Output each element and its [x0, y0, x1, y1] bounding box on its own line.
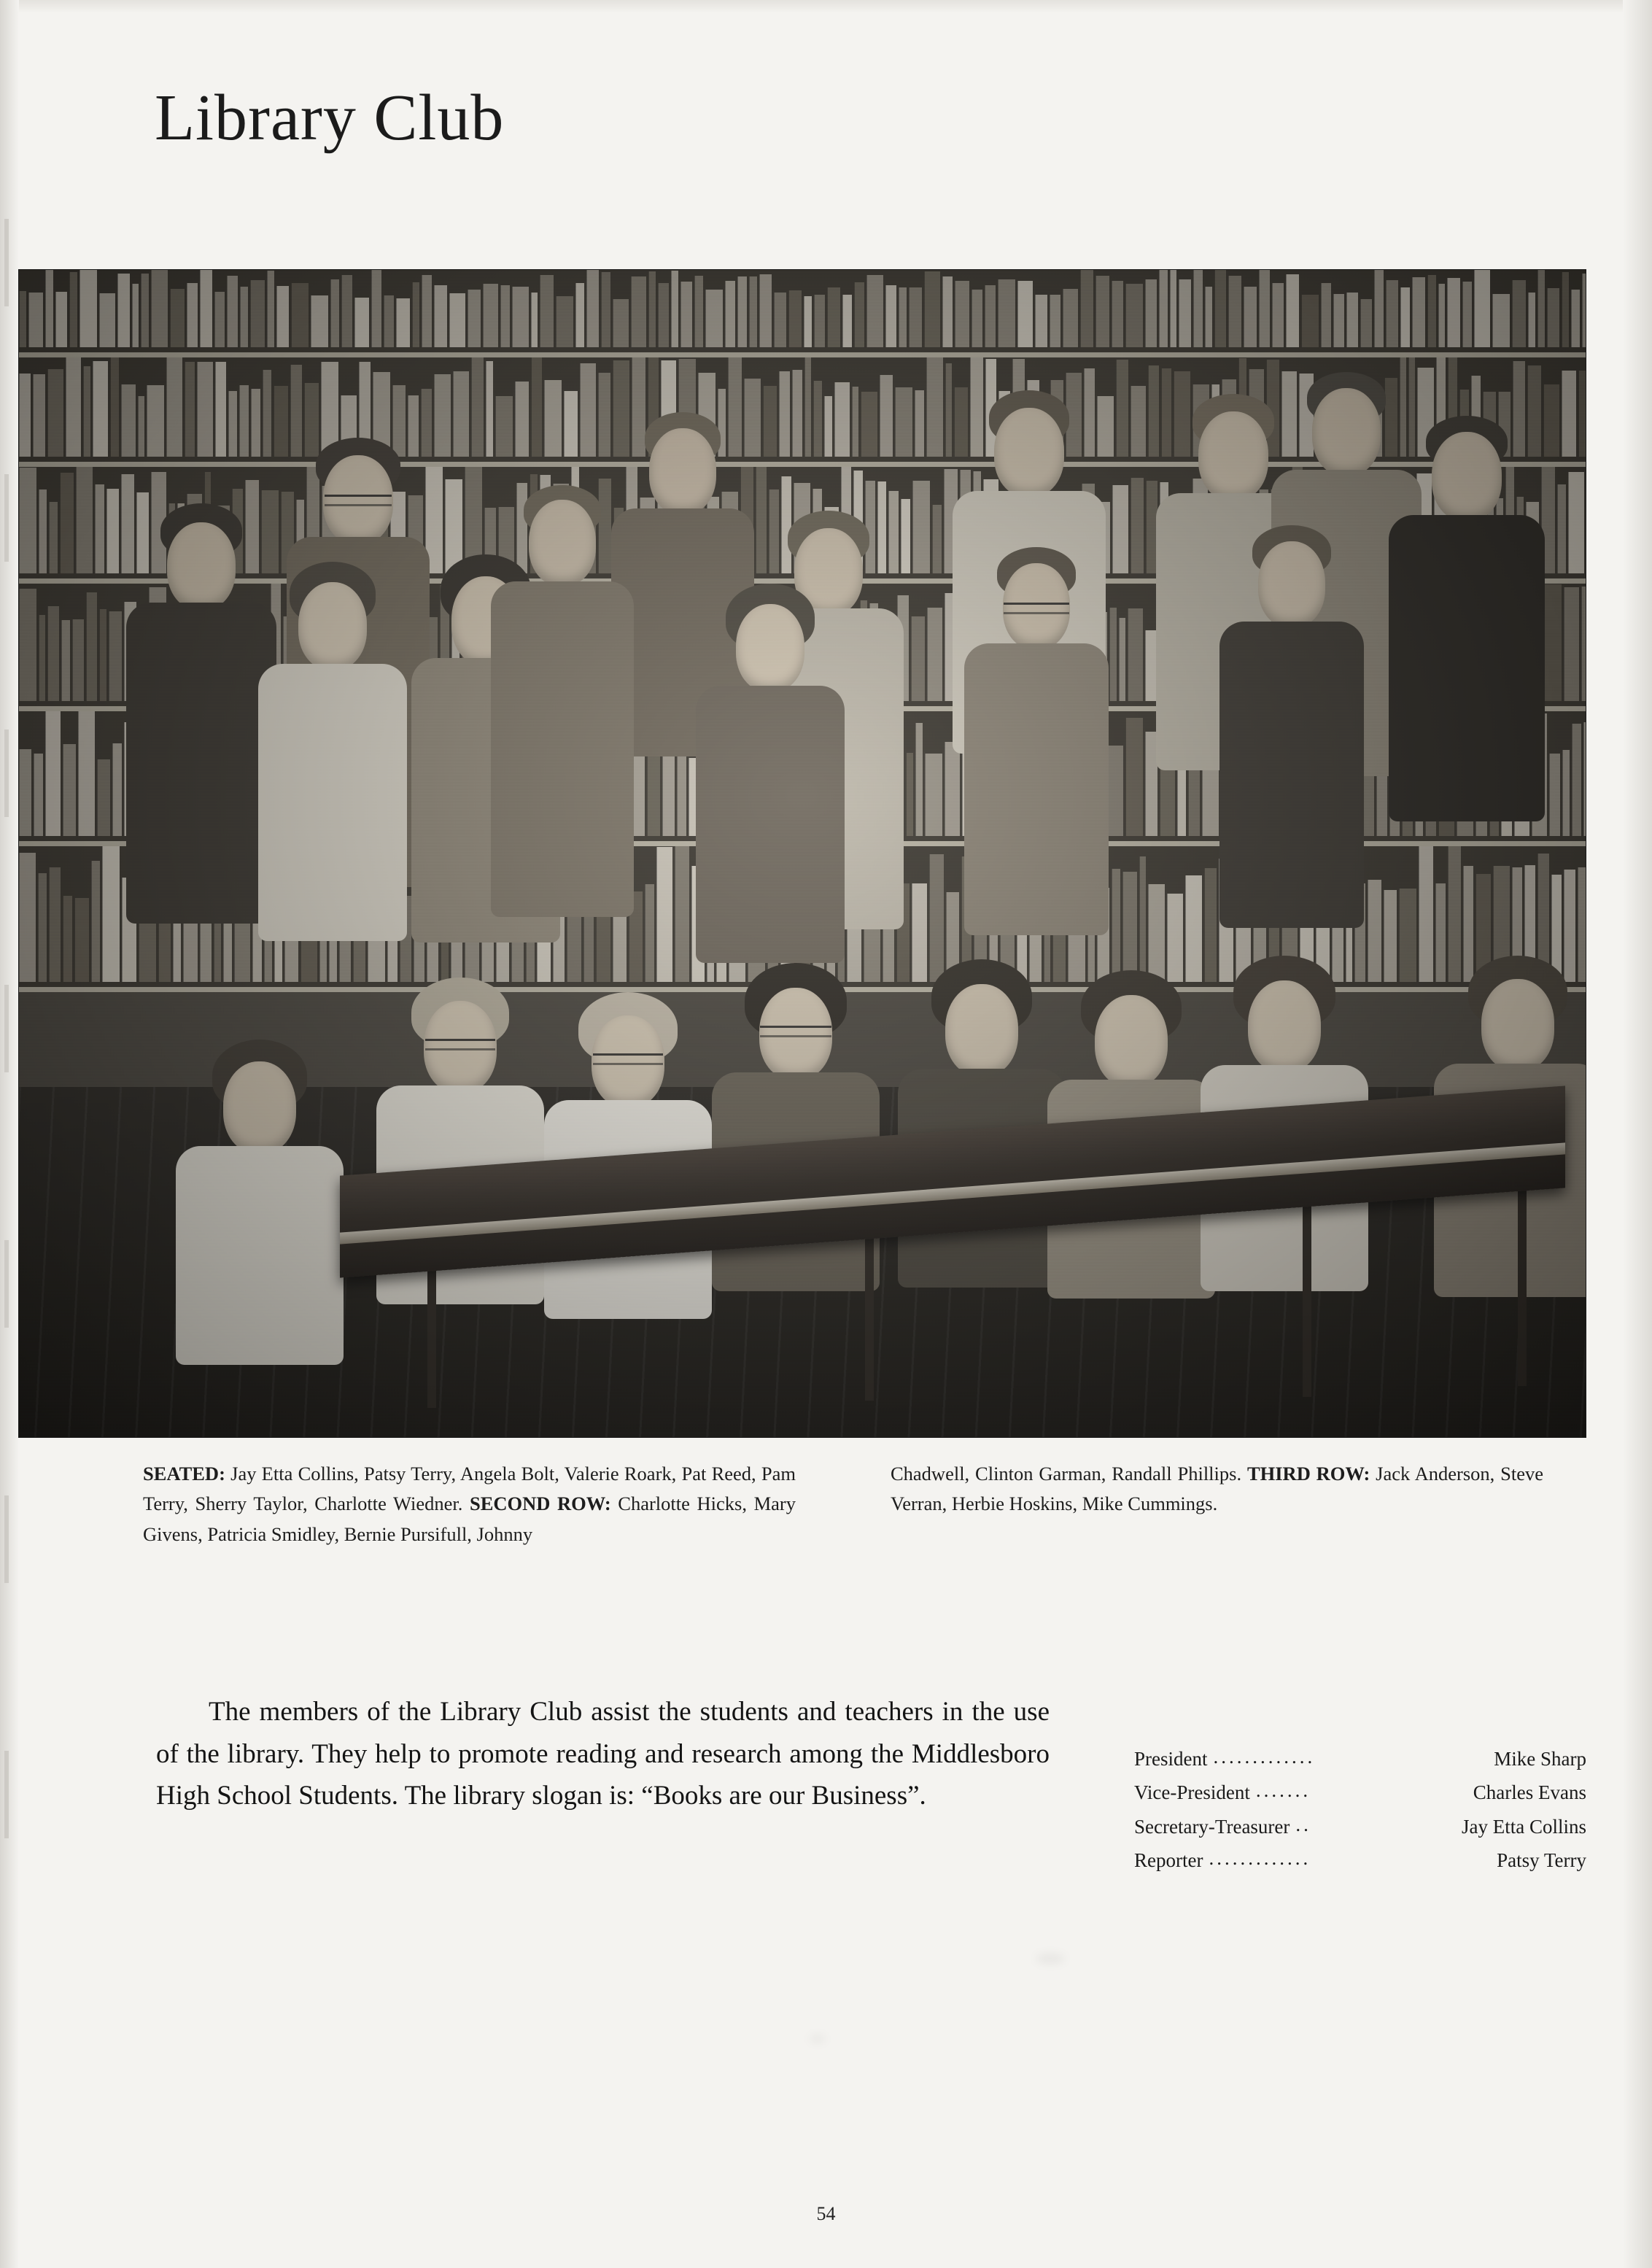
page-spine-marks [4, 219, 12, 1605]
officer-leader-dots: ............. [1213, 1746, 1316, 1768]
page-number: 54 [816, 2203, 836, 2224]
paper-smudge [810, 2035, 826, 2043]
officers-list [1134, 1742, 1586, 1878]
page-edge-top [0, 0, 1652, 13]
caption-label-third-row: THIRD ROW: [1246, 1463, 1370, 1485]
officer-row [1134, 1742, 1586, 1776]
page-edge-right [1623, 0, 1652, 2268]
caption-column-right [891, 1459, 1543, 1549]
photo-caption [143, 1459, 1543, 1549]
caption-text-second-row: Charlotte Hicks, Mary Givens, Patricia Smidley, Bernie Pursifull, Johnny [143, 1493, 796, 1545]
officer-leader-dots: ............. [1209, 1847, 1311, 1870]
officer-leader-dots: .. [1295, 1813, 1311, 1835]
caption-label-seated: SEATED: [143, 1463, 225, 1485]
officer-role: President [1134, 1748, 1208, 1770]
officer-row [1134, 1776, 1586, 1809]
officer-role: Reporter [1134, 1849, 1203, 1872]
officer-name: Jay Etta Collins [1462, 1815, 1586, 1838]
caption-text-second-row-cont: Chadwell, Clinton Garman, Randall Phillips. [891, 1463, 1247, 1485]
officer-name: Charles Evans [1473, 1781, 1586, 1804]
group-photograph [19, 270, 1586, 1437]
officer-role: Secretary-Treasurer [1134, 1815, 1290, 1838]
officer-leader-dots: ....... [1255, 1779, 1311, 1802]
caption-column-left [143, 1459, 796, 1549]
officer-row [1134, 1843, 1586, 1877]
club-description [156, 1691, 1050, 1817]
paper-smudge [1036, 1954, 1065, 1964]
officer-name: Mike Sharp [1494, 1748, 1586, 1770]
club-description-paragraph: The members of the Library Club assist the students and teachers in the use of the library. They help to promote reading and research among the Middlesboro High School Students. The library slogan is: “Books are our Business”. [156, 1697, 1050, 1811]
officer-row [1134, 1810, 1586, 1843]
caption-text-seated: Jay Etta Collins, Patsy Terry, Angela Bolt, Valerie Roark, Pat Reed, Pam Terry, Sherry Taylor, Charlotte Wiedner. [143, 1463, 796, 1515]
caption-label-second-row: SECOND ROW: [469, 1493, 611, 1515]
page-title: Library Club [155, 82, 505, 154]
caption-text-third-row: Jack Anderson, Steve Verran, Herbie Hoskins, Mike Cummings. [891, 1463, 1543, 1515]
officer-name: Patsy Terry [1497, 1849, 1586, 1872]
table-legs [19, 270, 1586, 1437]
officer-role: Vice-President [1134, 1781, 1250, 1804]
